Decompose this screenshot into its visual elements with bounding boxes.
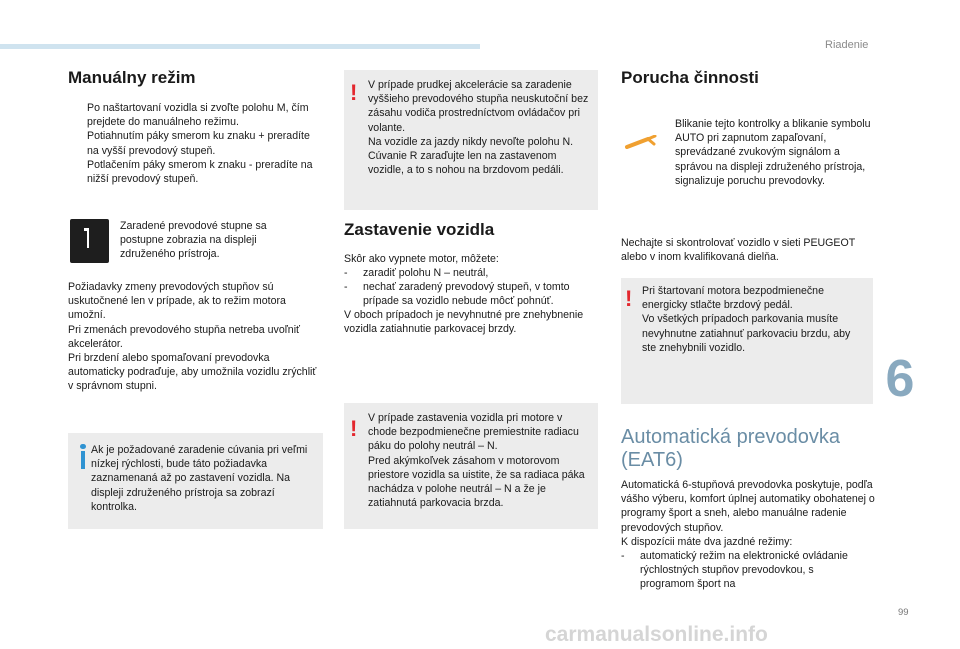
wrench-icon — [624, 135, 658, 149]
check-text: Nechajte si skontrolovať vozidlo v sieti PEUGEOT alebo v inom kvalifikovaná dielňa. — [621, 237, 855, 264]
warning-icon: ! — [625, 286, 633, 311]
warning-light-text: Blikanie tejto kontrolky a blikanie symbolu AUTO pri zapnutom zapaľovaní, sprevádzané zvukovým signálom a správou na displeji združeného prístroja, signalizuje poruchu prevodovky. — [675, 118, 871, 187]
section-title: Riadenie — [825, 39, 869, 51]
chapter-tab: 6 — [885, 350, 915, 408]
top-accent-bar — [0, 44, 480, 49]
watermark: carmanualsonline.info — [545, 623, 768, 646]
driving-modes-list — [621, 549, 861, 592]
list-item: - automatický režim na elektronické ovládanie rýchlostných stupňov prevodovkou, s programom šport na — [621, 550, 848, 591]
warning-icon: ! — [350, 416, 358, 441]
heading-malfunction: Porucha činnosti — [621, 68, 759, 87]
gear-caption: Zaradené prevodové stupne sa postupne zobrazia na displeji združeného prístroja. — [120, 220, 267, 261]
manual-mode-paragraph: Požiadavky zmeny prevodových stupňov sú uskutočnené len v prípade, ak to režim motora umožní. Pri zmenách prevodového stupňa netreba uvoľniť akcelerátor. Pri brzdení alebo spomaľovaní prevodovka automaticky podraďuje, aby umožnila vozidlu zrýchliť v správnom stupni. — [68, 281, 317, 393]
heading-automatic-gearbox: Automatická prevodovka (EAT6) — [621, 426, 841, 471]
warning-acceleration-text: V prípade prudkej akcelerácie sa zaradenie vyššieho prevodového stupňa neuskutoční bez zásahu vodiča prostredníctvom ovládačov pri volante. Na vozidle za jazdy nikdy nevoľte polohu N. Cúvanie R zaraďujte len na zastavenom vozidle, a to s nohou na brzdovom pedáli. — [368, 79, 589, 177]
info-icon — [81, 451, 85, 469]
list-item: Potlačením páky smerom k znaku - preradíte na nižší prevodový stupeň. — [87, 158, 313, 186]
vehicle-stop-list — [344, 266, 598, 309]
automatic-gearbox-paragraph: Automatická 6-stupňová prevodovka poskytuje, podľa vášho výberu, komfort úplnej automatiky obohatenej o programy šport a sneh, alebo manuálne radenie prevodových stupňov. K dispozícii máte dva jazdné režimy: — [621, 479, 875, 548]
list-item: - zaradiť polohu N – neutrál, — [344, 267, 489, 279]
page-number: 99 — [898, 607, 909, 618]
warning-stop-text: V prípade zastavenia vozidla pri motore v chode bezpodmienečne premiestnite radiacu páku do polohy neutrál – N. Pred akýmkoľvek zásahom v motorovom priestore vozidla sa uistite, že sa radiaca páka nachádza v polohe neutrál – N a že je zatiahnutá parkovacia brzda. — [368, 412, 585, 510]
manual-mode-list — [68, 101, 320, 186]
gear-display-icon — [70, 219, 109, 263]
list-item: - nechať zaradený prevodový stupeň, v tomto prípade sa vozidlo nebude môcť pohnúť. — [344, 281, 570, 308]
heading-manual-mode: Manuálny režim — [68, 68, 196, 87]
list-item: Po naštartovaní vozidla si zvoľte polohu M, čím prejdete do manuálneho režimu. — [87, 102, 309, 129]
warning-icon: ! — [350, 80, 358, 105]
info-note-text: Ak je požadované zaradenie cúvania pri veľmi nízkej rýchlosti, bude táto požiadavka zaznamenaná až po zastavení vozidla. Na displeji združeného prístroja sa zobrazí kontrolka. — [91, 444, 308, 513]
list-item: Potiahnutím páky smerom ku znaku + preradíte na vyšší prevodový stupeň. — [87, 130, 310, 157]
heading-vehicle-stop: Zastavenie vozidla — [344, 220, 495, 239]
vehicle-stop-intro: Skôr ako vypnete motor, môžete: — [344, 253, 499, 265]
vehicle-stop-paragraph: V oboch prípadoch je nevyhnutné pre znehybnenie vozidla zatiahnutie parkovacej brzdy. — [344, 309, 584, 336]
warning-start-text: Pri štartovaní motora bezpodmienečne energicky stlačte brzdový pedál. Vo všetkých prípadoch parkovania musíte nevyhnutne zatiahnuť parkovaciu brzdu, aby ste znehybnili vozidlo. — [642, 285, 851, 354]
